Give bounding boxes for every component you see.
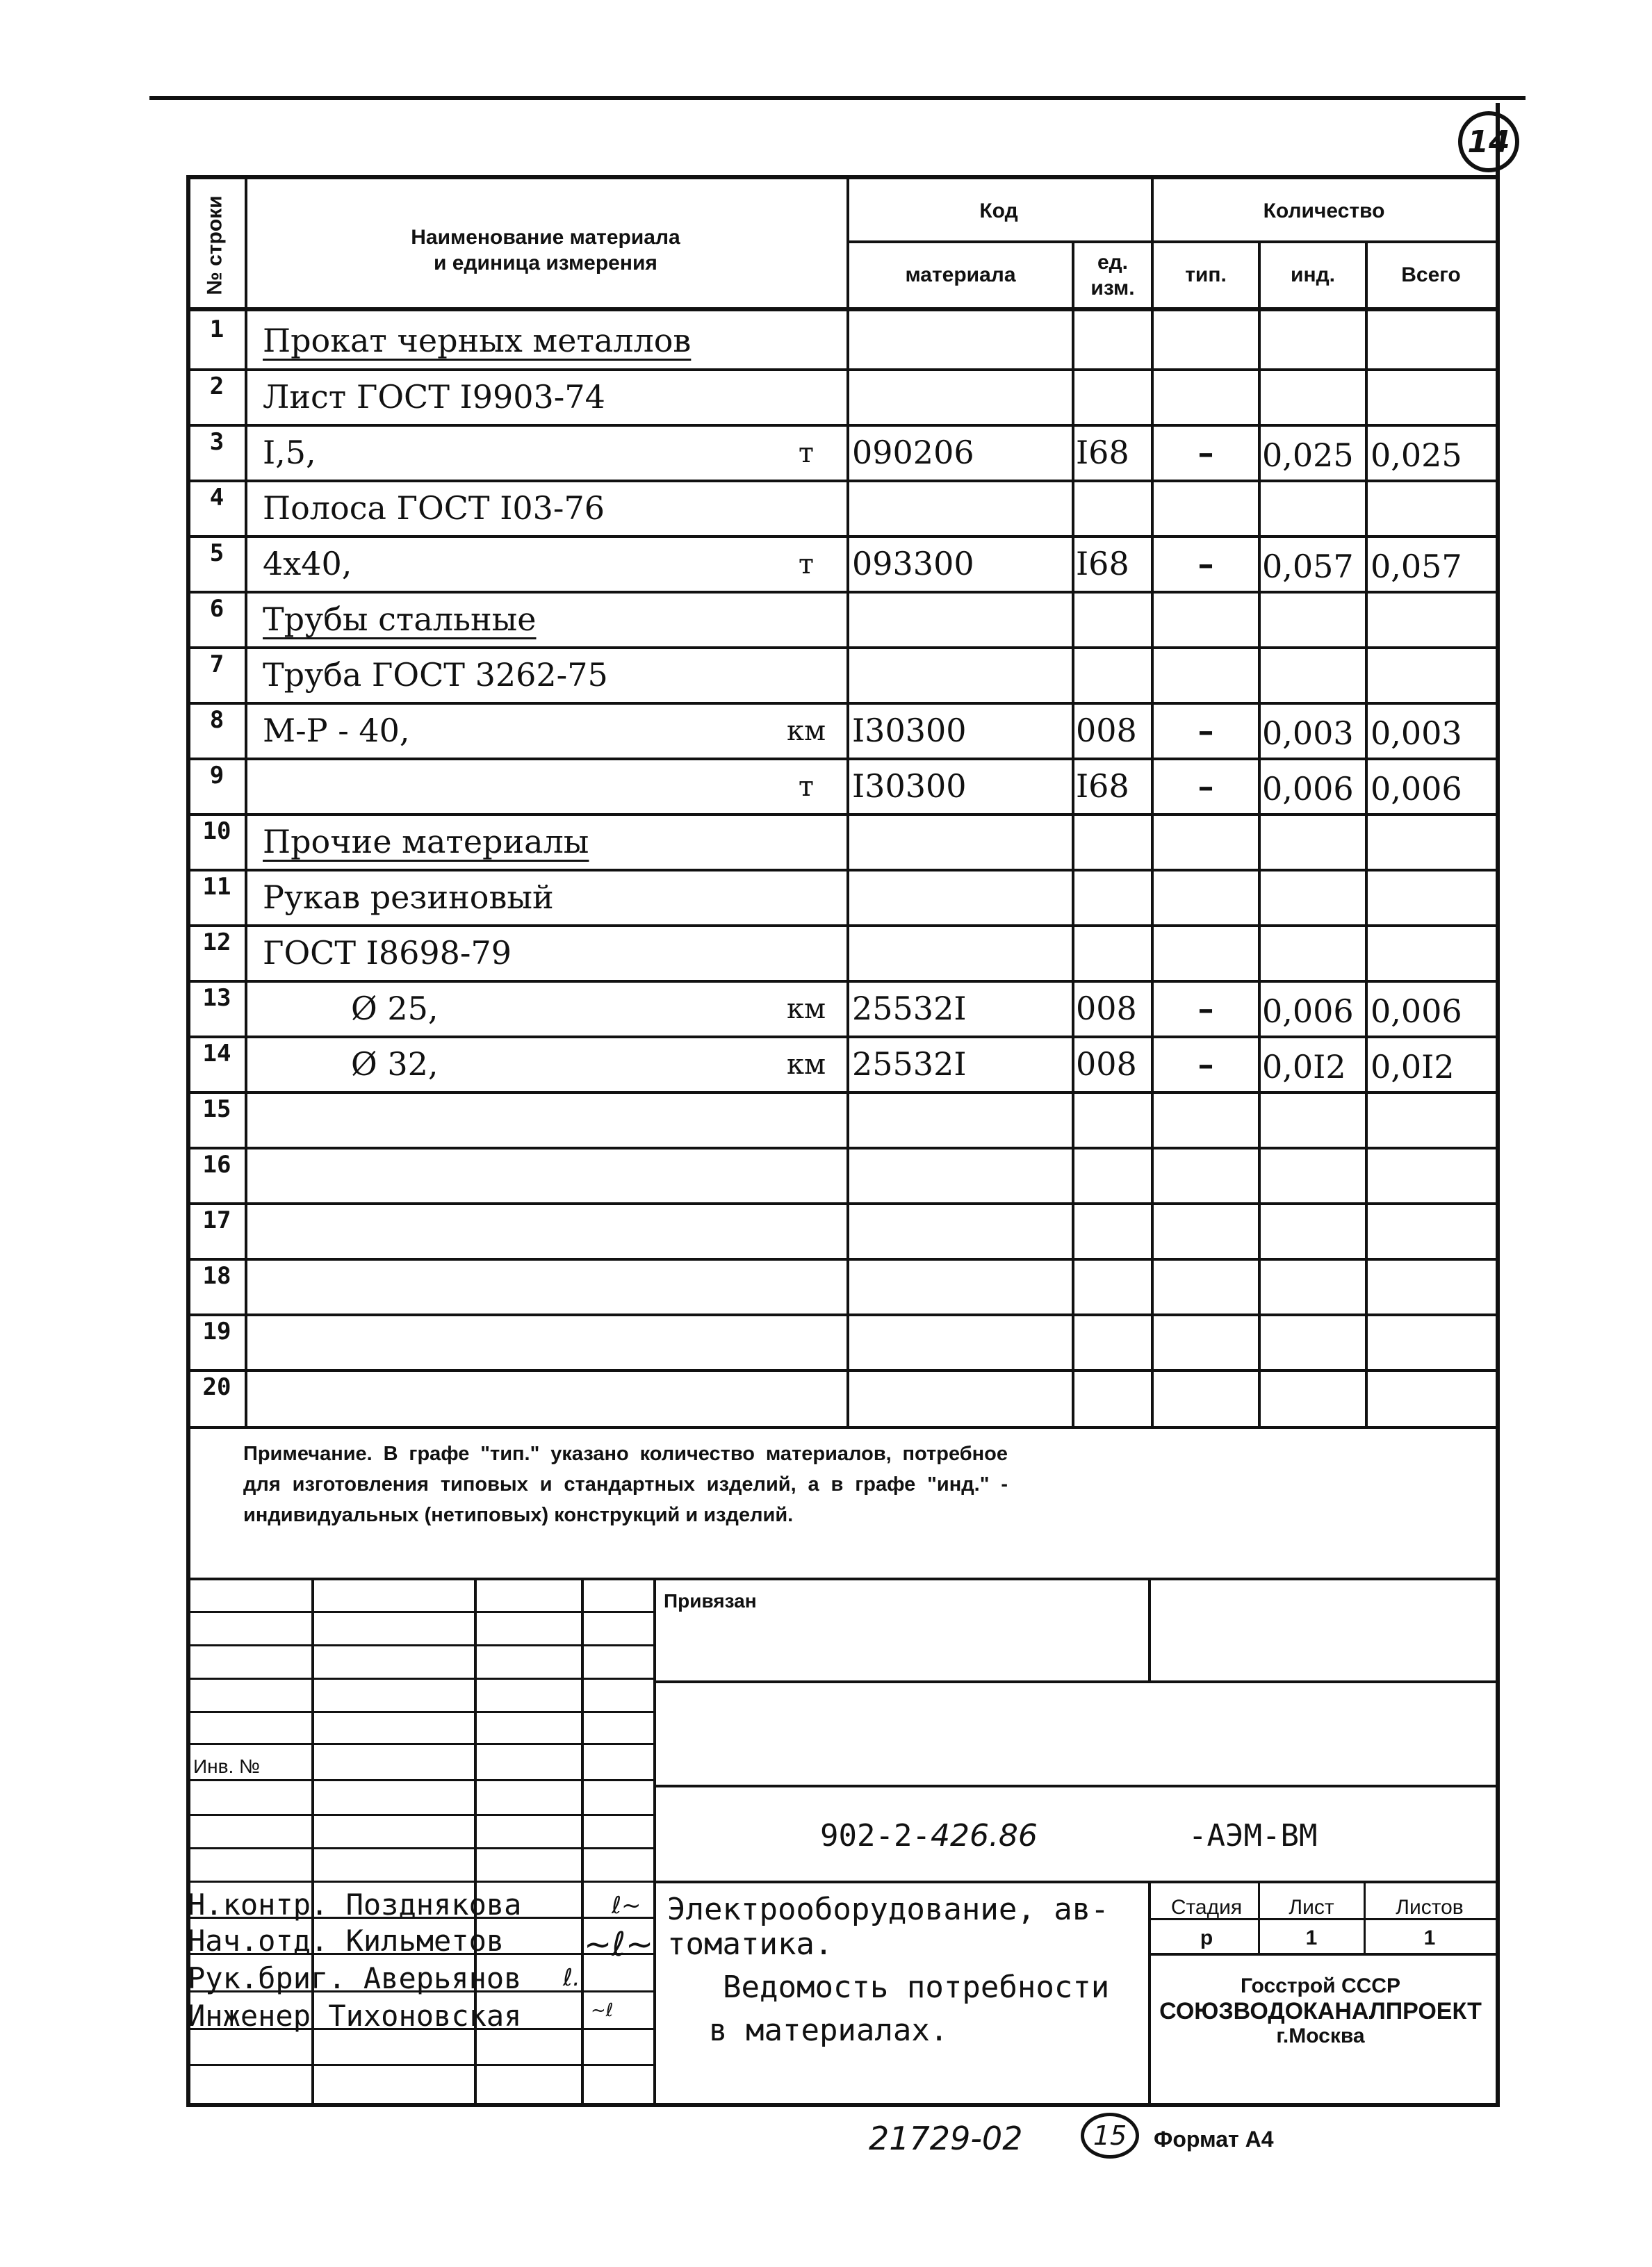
material-name: Прокат черных металлов [263,322,692,359]
stamp-privyazan-divider [1148,1578,1151,1680]
column-line [1072,240,1074,1426]
header-name: Наименование материала и единица измерения [411,225,680,275]
org-line-2: СОЮЗВОДОКАНАЛПРОЕКТ [1159,1998,1482,2024]
row-number: 2 [209,373,224,400]
row-number: 1 [209,316,224,343]
qty-ind: 0,0I2 [1262,1048,1346,1086]
role-3: Рук.бриг. Аверьянов [188,1961,522,1995]
unit-code: 008 [1076,1045,1137,1083]
material-name: Рукав резиновый [263,878,554,916]
signature-4: ~ℓ [591,2000,614,2021]
org-line-1: Госстрой СССР [1241,1974,1400,1997]
stamp-top-line [186,1578,1500,1580]
row-line [186,480,1500,482]
material-name: Лист ГОСТ I9903-74 [263,378,605,416]
row-line [186,1147,1500,1149]
qty-ind: 0,003 [1262,714,1354,752]
footer-page: 15 [1081,2113,1139,2159]
row-number: 17 [202,1206,231,1234]
qty-ind: 0,006 [1262,992,1354,1030]
qty-total: 0,006 [1371,770,1462,808]
row-number: 13 [202,984,231,1012]
row-line [186,869,1500,871]
qty-ind: 0,057 [1262,548,1354,585]
qty-ind: 0,006 [1262,770,1354,808]
role-1: Н.контр. Позднякова [188,1888,522,1922]
header-ind: инд. [1291,263,1335,287]
doc-code: 902-2-426.86 [820,1818,1038,1853]
qty-total: 0,006 [1371,992,1462,1030]
sheets-value: 1 [1423,1926,1436,1949]
row-line [186,702,1500,705]
sheet-mark: 14 [1458,111,1519,172]
stamp-row-line [186,1611,656,1613]
material-name: 4x40, [263,545,352,582]
row-number: 14 [202,1040,231,1067]
title-line-1: Электрооборудование, ав- [667,1892,1109,1927]
header-subline [847,240,1500,243]
stamp-row-line [186,1814,656,1816]
note-text: Примечание. В графе "тип." указано количество материалов, потребное для изготовления типовых и стандартных изделий, а в графе "инд." - индивидуальных (нетиповых) конструкций и изделий. [243,1443,1008,1526]
stamp-line-1 [653,1680,1500,1683]
material-name: Ø 25, [351,990,439,1027]
stamp-row-line [186,1779,656,1781]
stamp-row-line [186,1743,656,1745]
row-line [186,813,1500,816]
row-number: 8 [209,706,224,734]
inv-no-label: Инв. № [193,1756,261,1777]
footer-format: Формат А4 [1154,2127,1274,2152]
header-code-unit: ед. изм. [1090,250,1135,300]
stamp-row-line [186,1678,656,1680]
material-name: Прочие материалы [263,823,589,860]
row-number: 9 [209,762,224,789]
title-line-2: томатика. [667,1926,833,1962]
qty-type: – [1197,1045,1214,1083]
header-type: тип. [1185,263,1227,287]
row-line [186,1202,1500,1205]
row-line [186,424,1500,427]
qty-ind: 0,025 [1262,436,1354,474]
qty-total: 0,0I2 [1371,1048,1455,1086]
qty-type: – [1197,712,1214,749]
qty-type: – [1197,990,1214,1027]
role-2: Нач.отд. Кильметов [188,1924,505,1958]
material-code: I30300 [852,712,967,749]
material-name: Труба ГОСТ 3262-75 [263,656,608,694]
unit: км [786,1049,826,1081]
stamp-row-line [186,1644,656,1646]
header-code-material: материала [905,263,1016,287]
column-line [1258,240,1261,1426]
row-line [186,924,1500,927]
row-number: 7 [209,650,224,678]
stamp-row-line [186,1881,656,1883]
row-line [186,591,1500,594]
privyazan-label: Привязан [664,1590,757,1612]
unit-code: 008 [1076,712,1137,749]
row-number: 20 [202,1373,231,1401]
unit: км [786,715,826,747]
material-code: 093300 [852,545,974,582]
note-top-line [186,1426,1500,1429]
role-4: Инженер Тихоновская [188,1999,522,2033]
material-name: Трубы стальные [263,600,537,638]
row-line [186,1258,1500,1261]
qty-type: – [1197,434,1214,471]
column-line [1365,240,1368,1426]
unit-code: I68 [1076,434,1129,471]
header-code: Код [979,199,1018,223]
row-line [186,1036,1500,1038]
row-line [186,1091,1500,1094]
title-line-3: Ведомость потребности [723,1970,1110,2005]
material-code: 25532I [852,990,967,1027]
row-number: 18 [202,1262,231,1290]
row-number: 15 [202,1095,231,1123]
doc-suffix: -АЭМ-ВМ [1188,1818,1318,1853]
unit: т [798,437,815,469]
sheets-label: Листов [1396,1896,1464,1919]
qty-total: 0,003 [1371,714,1462,752]
qty-type: – [1197,767,1214,805]
unit-code: 008 [1076,990,1137,1027]
unit-code: I68 [1076,545,1129,582]
material-code: 25532I [852,1045,967,1083]
header-quantity: Количество [1263,199,1385,223]
stamp-line-2 [653,1785,1500,1787]
qty-type: – [1197,545,1214,582]
sheet-value: 1 [1305,1926,1318,1949]
header-row-no: № строки [204,195,227,295]
stage-value: р [1200,1926,1213,1949]
row-number: 6 [209,595,224,623]
row-line [186,980,1500,983]
stamp-row-line [186,1711,656,1713]
stamp-line-3 [653,1881,1500,1883]
header-bottom-line [186,307,1500,311]
qty-total: 0,025 [1371,436,1462,474]
row-number: 4 [209,484,224,511]
row-line [186,646,1500,649]
sheet-label: Лист [1289,1896,1334,1919]
stamp-stage-bottom [1148,1953,1500,1956]
row-number: 5 [209,539,224,567]
row-line [186,758,1500,760]
qty-total: 0,057 [1371,548,1462,585]
row-number: 10 [202,817,231,845]
unit-code: I68 [1076,767,1129,805]
signature-1: ℓ~ [612,1892,641,1920]
top-rule [149,96,1526,100]
column-line [847,175,849,1426]
row-line [186,1369,1500,1372]
material-code: I30300 [852,767,967,805]
row-line [186,1313,1500,1316]
material-name: I,5, [263,434,316,471]
unit: т [798,771,815,803]
material-name: М-Р - 40, [263,712,410,749]
organization [1147,1974,1494,2049]
title-line-4: в материалах. [709,2013,949,2048]
row-number: 11 [202,873,231,901]
signature-3: ℓ. [563,1964,580,1992]
row-number: 3 [209,428,224,456]
material-name: ГОСТ I8698-79 [263,934,512,972]
material-name: Ø 32, [351,1045,439,1083]
footer-number: 21729-02 [869,2120,1023,2157]
row-line [186,368,1500,371]
column-line [245,175,247,1426]
material-name: Полоса ГОСТ I03-76 [263,489,605,527]
stamp-row-line [186,2064,656,2066]
stage-label: Стадия [1170,1896,1243,1919]
signature-2: ∼ℓ∼ [584,1925,654,1964]
org-line-3: г.Москва [1276,2024,1365,2047]
unit: т [798,548,815,580]
unit: км [786,993,826,1025]
material-code: 090206 [852,434,974,471]
stamp-row-line [186,1847,656,1849]
row-line [186,535,1500,538]
row-number: 12 [202,928,231,956]
row-number: 16 [202,1151,231,1179]
row-number: 19 [202,1318,231,1345]
header-total: Всего [1401,263,1461,287]
